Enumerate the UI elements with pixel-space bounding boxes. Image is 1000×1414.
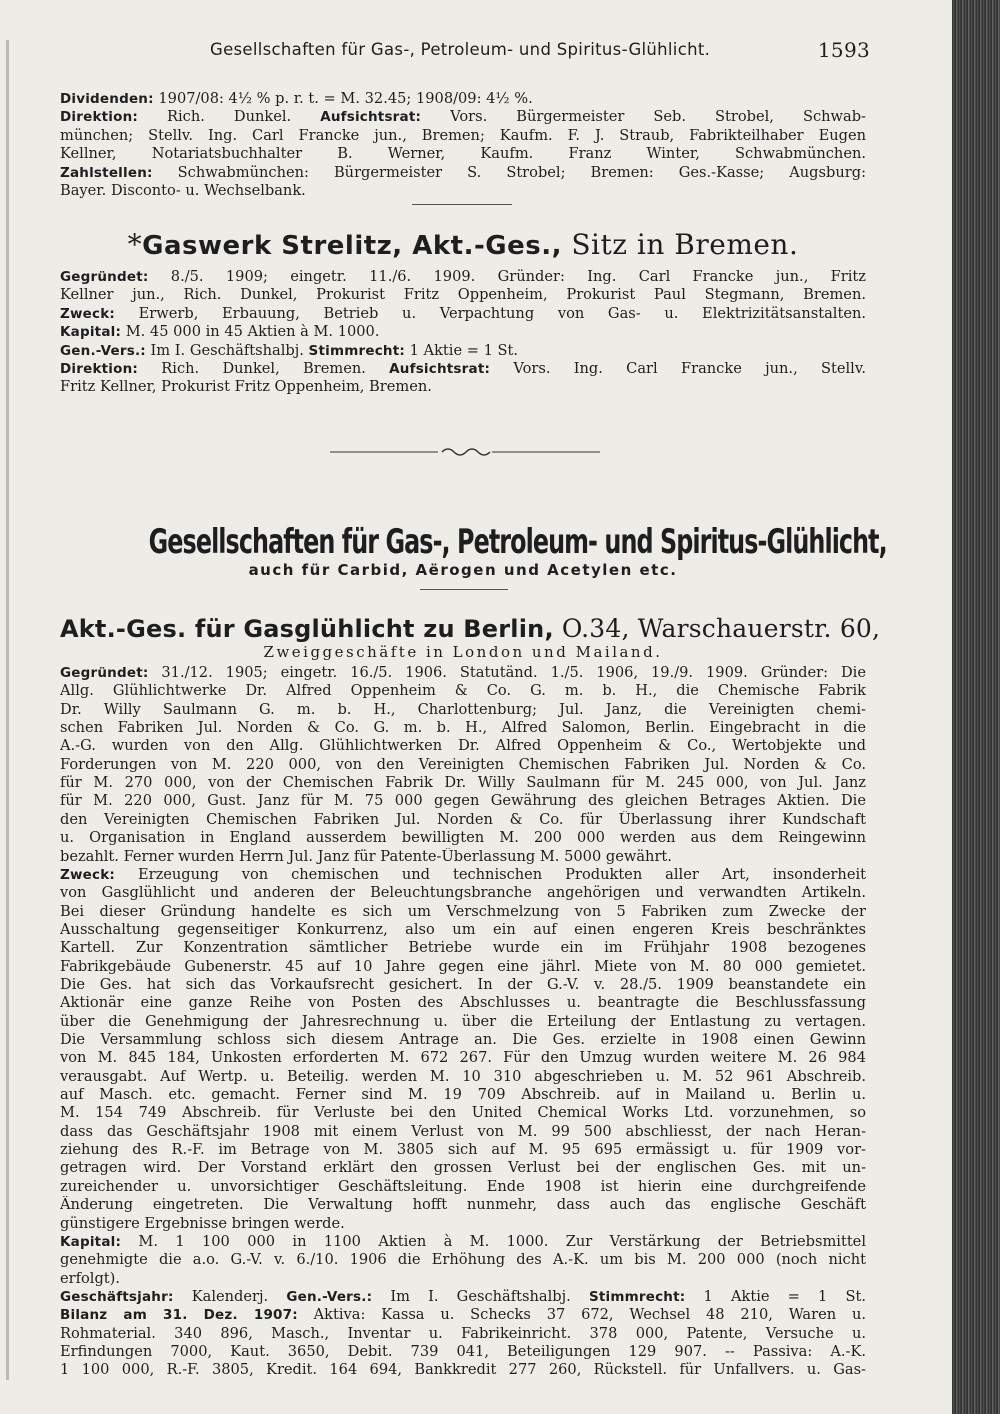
text-line: M. 154 749 Abschreib. für Verluste bei den United Chemical Works Ltd. vorzunehmen, so [60, 1104, 866, 1122]
field-label: Geschäftsjahr: [60, 1288, 174, 1305]
text-line: Aktionär eine ganze Reihe von Posten des Abschlusses u. beantragte die Beschlussfassung [60, 994, 866, 1012]
text-line: über die Genehmigung der Jahresrechnung u. über die Erteilung der Entlastung zu vertagen. [60, 1012, 866, 1030]
akt-ges-title-rest: O.34, Warschauerstr. 60, [553, 614, 881, 643]
ornament-divider [330, 446, 600, 458]
field-label: Aufsichtsrat: [389, 361, 491, 377]
field-label: Gegründet: [60, 665, 149, 681]
akt-ges-subtitle: Zweiggeschäfte in London und Mailand. [263, 643, 663, 661]
text-line: Zweck: Erwerb, Erbauung, Betrieb u. Verpachtung von Gas- u. Elektrizitätsanstalten. [60, 304, 866, 322]
text-line: Die Ges. hat sich das Vorkaufsrecht gesichert. In der G.-V. v. 28./5. 1909 beanstandete ein [60, 975, 866, 993]
text-line: Dr. Willy Saulmann G. m. b. H., Charlottenburg; Jul. Janz, die Vereinigten chemi- [60, 700, 866, 718]
text-line: A.-G. wurden von den Allg. Glühlichtwerken Dr. Alfred Oppenheim & Co., Wertobjekte und [60, 737, 866, 755]
field-label: Zahlstellen: [60, 164, 153, 181]
gaswerk-title [60, 228, 866, 261]
field-label: Kapital: [60, 1233, 122, 1250]
text-line: Allg. Glühlichtwerke Dr. Alfred Oppenheim & Co. G. m. b. H., die Chemische Fabrik [60, 682, 866, 700]
text-line: Zahlstellen: Schwabmünchen: Bürgermeister S. Strobel; Bremen: Ges.-Kasse; Augsburg: [60, 163, 866, 181]
book-spine [952, 0, 1000, 1414]
text-line: von M. 845 184, Unkosten erforderten M. 672 267. Für den Umzug wurden weitere M. 26 984 [60, 1049, 866, 1067]
text-line: für M. 220 000, Gust. Janz für M. 75 000 gegen Gewährung des gleichen Betrages Aktien. Die [60, 792, 866, 810]
text-line: günstigere Ergebnisse bringen werde. [60, 1214, 345, 1232]
text-line: Kartell. Zur Konzentration sämtlicher Betriebe wurde ein im Frühjahr 1908 bezogenes [60, 939, 866, 957]
text-line: Direktion: Rich. Dunkel. Aufsichtsrat: Vors. Bürgermeister Seb. Strobel, Schwab- [60, 108, 866, 126]
gaswerk-title-main: Gaswerk Strelitz, Akt.-Ges., [142, 231, 562, 261]
text-line: münchen; Stellv. Ing. Carl Francke jun., Bremen; Kaufm. F. J. Straub, Fabrikteilhaber Eugen [60, 126, 866, 144]
field-label: Gen.-Vers.: [286, 1288, 373, 1305]
text-line: Erfindungen 7000, Kaut. 3650, Debit. 739 041, Beteiligungen 129 907. -- Passiva: A.-K. [60, 1342, 866, 1360]
text-line: erfolgt). [60, 1269, 121, 1287]
field-label: Stimmrecht: [308, 342, 405, 359]
text-line: ziehung des R.-F. im Betrage von M. 3805 sich auf M. 95 695 ermässigt u. für 1909 vor- [60, 1141, 866, 1159]
field-label: Kapital: [60, 324, 122, 341]
field-label: Bilanz am 31. Dez. 1907: [60, 1307, 298, 1324]
text-line: u. Organisation in England ausserdem bewilligten M. 200 000 werden aus dem Reingewinn [60, 829, 866, 847]
text-line: Gen.-Vers.: Im I. Geschäftshalbj. Stimmrecht: 1 Aktie = 1 St. [60, 341, 519, 359]
text-line: Direktion: Rich. Dunkel, Bremen. Aufsichtsrat: Vors. Ing. Carl Francke jun., Stellv. [60, 360, 866, 377]
gaswerk-title-star: * [127, 228, 143, 261]
text-line: den Vereinigten Chemischen Fabriken Jul. Norden & Co. für Überlassung ihrer Kundschaft [60, 810, 866, 828]
field-label: Stimmrecht: [588, 1288, 686, 1305]
akt-ges-title [60, 614, 881, 643]
text-line: Zweck: Erzeugung von chemischen und technischen Produkten aller Art, insonderheit [60, 865, 866, 883]
page-number: 1593 [817, 38, 870, 62]
text-line: verausgabt. Auf Wertp. u. Beteilig. werden M. 10 310 abgeschrieben u. M. 52 961 Abschreib. [60, 1067, 866, 1085]
text-line: bezahlt. Ferner wurden Herrn Jul. Janz für Patente-Überlassung M. 5000 gewährt. [60, 847, 672, 865]
text-line: Änderung eingetreten. Die Verwaltung hofft nunmehr, dass auch das englische Geschäft [60, 1196, 866, 1214]
section-heading: Gesellschaften für Gas-, Petroleum- und Spiritus-Glühlicht, [148, 522, 887, 562]
section-subheading: auch für Carbid, Aërogen und Acetylen etc. [248, 561, 678, 579]
text-line: Bilanz am 31. Dez. 1907: Aktiva: Kassa u. Schecks 37 672, Wechsel 48 210, Waren u. [60, 1306, 866, 1324]
text-line: Fabrikgebäude Gubenerstr. 45 auf 10 Jahre gegen eine jährl. Miete von M. 80 000 gemietet. [60, 957, 866, 975]
text-line: für M. 270 000, von der Chemischen Fabrik Dr. Willy Saulmann für M. 245 000, von Jul. Janz [60, 774, 866, 792]
field-label: Gen.-Vers.: [60, 342, 146, 359]
gaswerk-title-rest: Sitz in Bremen. [561, 228, 799, 261]
field-label: Zweck: [60, 866, 115, 883]
field-label: Direktion: [60, 361, 138, 377]
field-label: Aufsichtsrat: [320, 109, 422, 126]
text-line: Gegründet: 31./12. 1905; eingetr. 16./5. 1906. Statutänd. 1./5. 1906, 19./9. 1909. Gründer: Die [60, 664, 866, 681]
text-line: zureichender u. unvorsichtiger Geschäftsleitung. Ende 1908 ist hierin eine durchgreifende [60, 1177, 866, 1195]
akt-ges-title-main: Akt.-Ges. für Gasglühlicht zu Berlin, [60, 615, 554, 643]
text-line: von Gasglühlicht und anderen der Beleuchtungsbranche angehörigen und verwandten Artikeln. [60, 884, 866, 902]
field-label: Zweck: [60, 305, 115, 322]
text-line: Bei dieser Gründung handelte es sich um Verschmelzung von 5 Fabriken zum Zwecke der [60, 902, 866, 920]
text-line: auf Masch. etc. gemacht. Ferner sind M. 19 709 Abschreib. auf in Mailand u. Berlin u. [60, 1086, 866, 1104]
text-line: getragen wird. Der Vorstand erklärt den grossen Verlust bei der englischen Ges. mit un- [60, 1159, 866, 1177]
text-line: Kapital: M. 1 100 000 in 1100 Aktien à M. 1000. Zur Verstärkung der Betriebsmittel [60, 1232, 866, 1250]
text-line: schen Fabriken Jul. Norden & Co. G. m. b. H., Alfred Salomon, Berlin. Eingebracht in die [60, 719, 866, 737]
running-header-title: Gesellschaften für Gas-, Petroleum- und Spiritus-Glühlicht. [210, 40, 711, 59]
text-line: Gegründet: 8./5. 1909; eingetr. 11./6. 1909. Gründer: Ing. Carl Francke jun., Fritz [60, 268, 866, 285]
separator-rule [420, 589, 508, 590]
field-label: Dividenden: [60, 91, 154, 107]
text-line: Die Versammlung schloss sich diesem Antrage an. Die Ges. erzielte in 1908 einen Gewinn [60, 1031, 866, 1048]
text-line: 1 100 000, R.-F. 3805, Kredit. 164 694, Bankkredit 277 260, Rückstell. für Unfallvers. u. Gas- [60, 1361, 866, 1379]
field-label: Direktion: [60, 109, 138, 126]
text-line: Forderungen von M. 220 000, von den Vereinigten Chemischen Fabriken Jul. Norden & Co. [60, 755, 866, 773]
text-line: dass das Geschäftsjahr 1908 mit einem Verlust von M. 99 500 abschliesst, der nach Heran- [60, 1122, 866, 1140]
text-line: Fritz Kellner, Prokurist Fritz Oppenheim, Bremen. [60, 378, 432, 396]
separator-rule [412, 204, 512, 205]
running-header [210, 38, 870, 64]
page-fold-shadow [6, 40, 9, 1380]
text-line: Kellner, Notariatsbuchhalter B. Werner, Kaufm. Franz Winter, Schwabmünchen. [60, 145, 866, 163]
text-line: genehmigte die a.o. G.-V. v. 6./10. 1906 die Erhöhung des A.-K. um bis M. 200 000 (noch nicht [60, 1251, 866, 1269]
text-line: Dividenden: 1907/08: 4½ % p. r. t. = M. 32.45; 1908/09: 4½ %. [60, 90, 533, 107]
text-line: Geschäftsjahr: Kalenderj. Gen.-Vers.: Im I. Geschäftshalbj. Stimmrecht: 1 Aktie = 1 St. [60, 1287, 866, 1305]
text-line: Kellner jun., Rich. Dunkel, Prokurist Fritz Oppenheim, Prokurist Paul Stegmann, Bremen. [60, 286, 866, 304]
text-line: Rohmaterial. 340 896, Masch., Inventar u. Fabrikeinricht. 378 000, Patente, Versuche u. [60, 1324, 866, 1342]
text-line: Kapital: M. 45 000 in 45 Aktien à M. 1000. [60, 323, 380, 341]
text-line: Ausschaltung gegenseitiger Konkurrenz, also um ein auf einen engeren Kreis beschränktes [60, 920, 866, 938]
text-line: Bayer. Disconto- u. Wechselbank. [60, 182, 306, 199]
field-label: Gegründet: [60, 269, 149, 285]
